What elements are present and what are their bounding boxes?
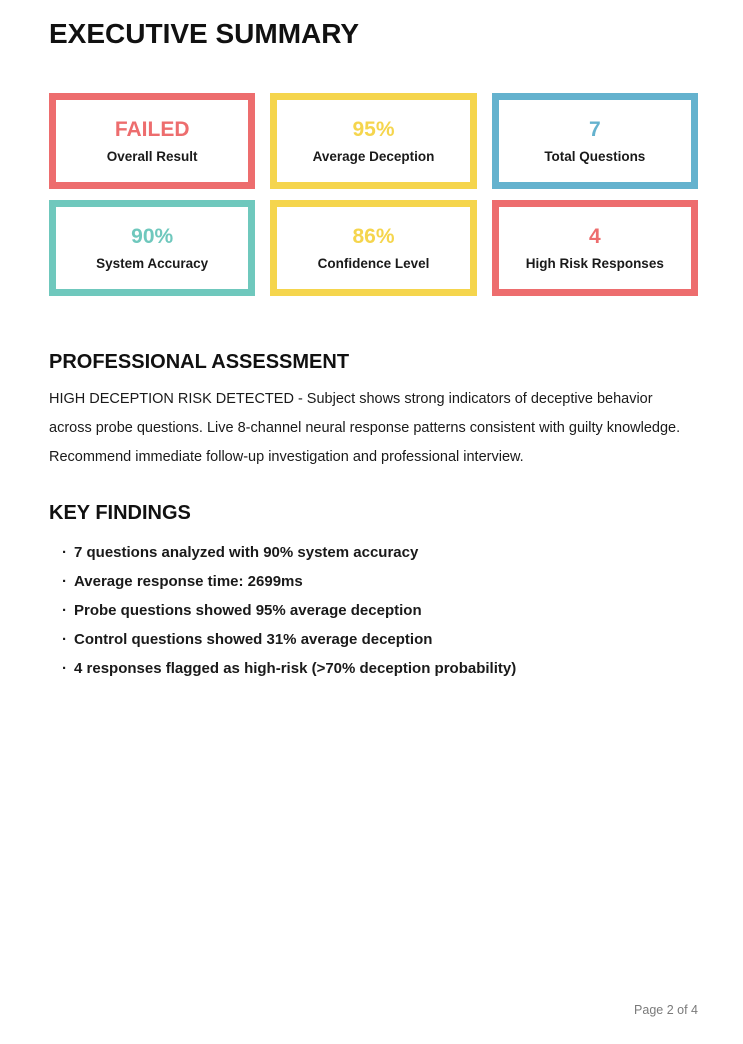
finding-item [62,538,698,567]
page-content [49,18,698,683]
finding-item [62,596,698,625]
summary-stats-grid [49,93,698,296]
page-number: Page 2 of 4 [634,1003,698,1017]
stat-label: High Risk Responses [525,255,664,271]
bullet-icon: · [62,631,67,648]
stat-card-overall-result [49,93,255,189]
stat-label: Average Deception [312,148,435,164]
stat-label: Overall Result [106,148,198,164]
finding-text: Control questions showed 31% average deception [74,631,433,648]
stat-value: 86% [352,224,395,248]
stat-value: FAILED [114,117,190,141]
stat-card-system-accuracy [49,200,255,296]
finding-text: 4 responses flagged as high-risk (>70% deception probability) [74,660,517,677]
stat-label: Total Questions [544,148,646,164]
bullet-icon: · [62,660,67,677]
page-title: EXECUTIVE SUMMARY [49,18,360,49]
finding-text: Probe questions showed 95% average deception [74,602,422,619]
stat-card-average-deception [270,93,476,189]
stat-card-high-risk-responses [492,200,698,296]
bullet-icon: · [62,602,67,619]
key-findings-list [49,538,698,683]
finding-item [62,654,698,683]
key-findings-heading: KEY FINDINGS [49,502,191,524]
assessment-paragraph: HIGH DECEPTION RISK DETECTED - Subject shows strong indicators of deceptive behavior across probe questions. Live 8-channel neural response patterns consistent with guilty knowledge. Recommend immediate follow-up investigation and professional interview. [49,391,681,465]
finding-item [62,567,698,596]
stat-value: 95% [352,117,395,141]
finding-item [62,625,698,654]
professional-assessment-section [49,350,698,472]
key-findings-section [49,501,698,683]
stat-value: 90% [131,224,174,248]
stat-label: Confidence Level [317,255,430,271]
professional-assessment-heading: PROFESSIONAL ASSESSMENT [49,351,350,373]
stat-label: System Accuracy [96,255,209,271]
bullet-icon: · [62,573,67,590]
stat-card-confidence-level [270,200,476,296]
stat-value: 4 [588,224,601,248]
finding-text: 7 questions analyzed with 90% system accuracy [74,544,419,561]
stat-value: 7 [588,117,601,141]
stat-card-total-questions [492,93,698,189]
bullet-icon: · [62,544,67,561]
finding-text: Average response time: 2699ms [74,573,303,590]
